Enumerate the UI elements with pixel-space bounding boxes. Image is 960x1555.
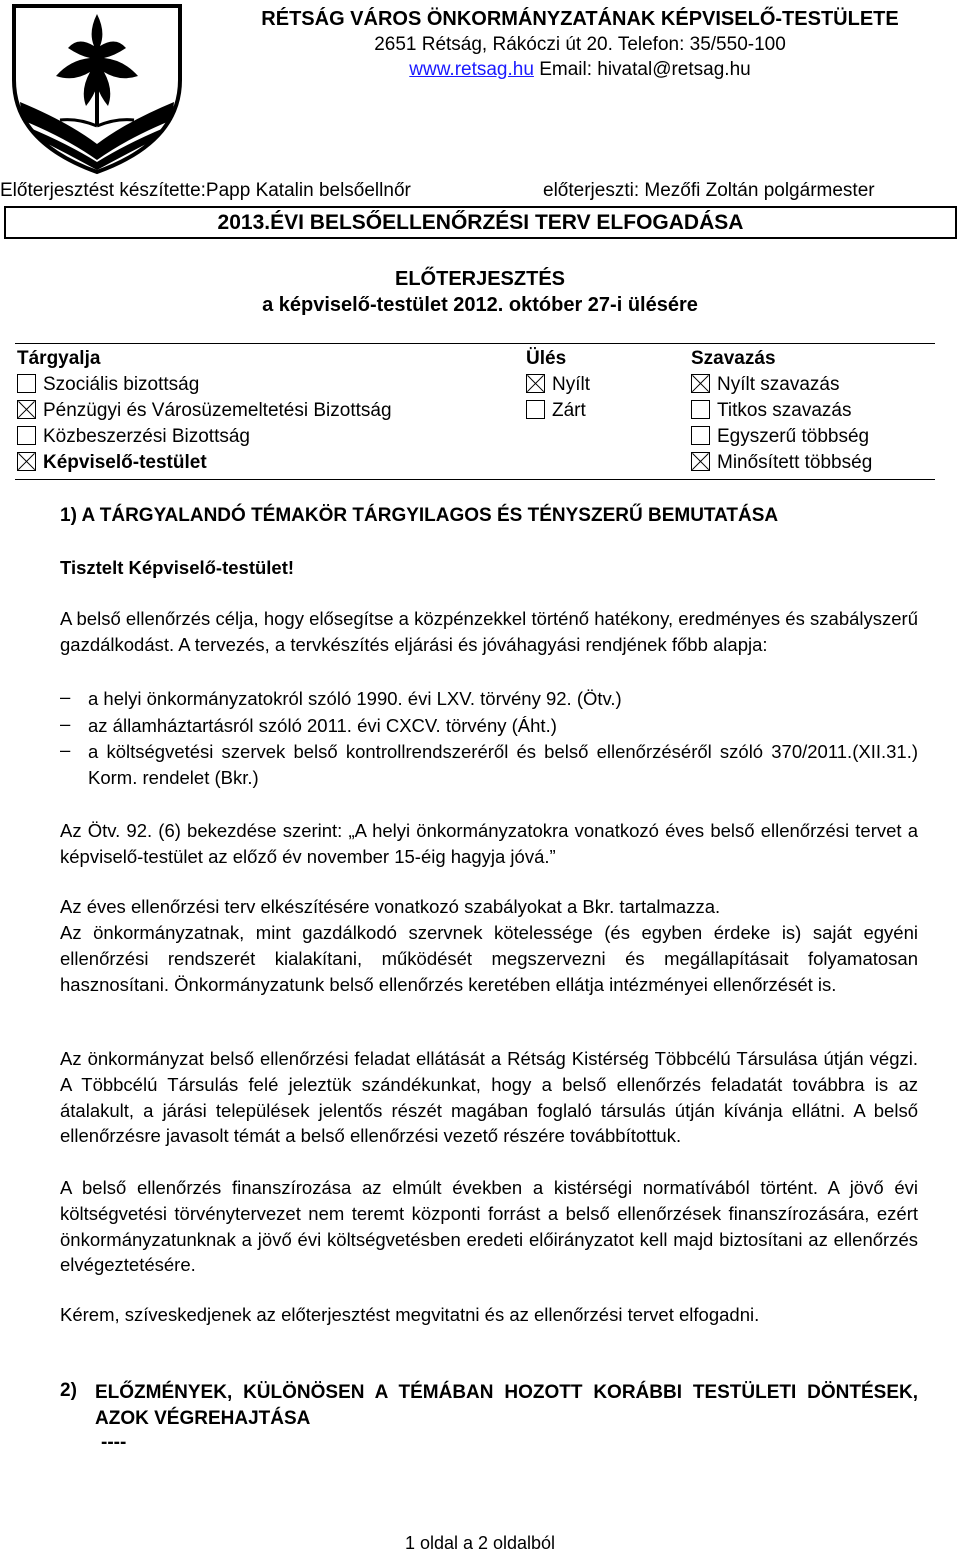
section2-content: ---- <box>101 1432 127 1453</box>
section1-heading: 1) A TÁRGYALANDÓ TÉMAKÖR TÁRGYILAGOS ÉS TÉNYSZERŰ BEMUTATÁSA <box>60 505 779 526</box>
vote-option[interactable]: Egyszerű többség <box>691 426 869 448</box>
list-dash: – <box>60 686 71 707</box>
checkbox-checked[interactable] <box>691 374 710 393</box>
vote-option[interactable]: Nyílt szavazás <box>691 374 839 396</box>
law-item: a helyi önkormányzatokról szóló 1990. évi LXV. törvény 92. (Ötv.) <box>88 688 622 709</box>
discussed-option[interactable]: Szociális bizottság <box>17 374 199 396</box>
meeting-line: a képviselő-testület 2012. október 27-i ülésére <box>262 294 698 316</box>
section2-heading: ELŐZMÉNYEK, KÜLÖNÖSEN A TÉMÁBAN HOZOTT KORÁBBI TESTÜLETI DÖNTÉSEK, AZOK VÉGREHAJTÁSA <box>95 1382 918 1429</box>
list-dash: – <box>60 739 71 760</box>
financing-paragraph: A belső ellenőrzés finanszírozása az elmúlt években a kistérségi normatívából történt. A jövő évi költségvetési törvénytervezet nem teremt központi forrást a belső ellenőrzések finanszírozására, ezért önkormányzatunknak a jövő évi költségvetésben eredeti előirányzatot kell majd biztosítani az ellenőrzés elvégeztetésére. <box>60 1177 918 1276</box>
salutation: Tisztelt Képviselő-testület! <box>60 557 295 578</box>
email-text: Email: hivatal@retsag.hu <box>539 59 751 80</box>
proposal-label: ELŐTERJESZTÉS <box>394 268 566 290</box>
discussed-option[interactable]: Közbeszerzési Bizottság <box>17 426 250 448</box>
checkbox[interactable] <box>691 400 710 419</box>
intro-paragraph: A belső ellenőrzés célja, hogy elősegítse a közpénzekkel történő hatékony, eredményes és szabályszerű gazdálkodást. A tervezés, a tervkészítés eljárási és jóváhagyási rendjének főbb alapja: <box>60 608 918 655</box>
col-vote-header: Szavazás <box>691 348 776 369</box>
otv-quote-paragraph: Az Ötv. 92. (6) bekezdése szerint: „A helyi önkormányzatokra vonatkozó éves belső ellenőrzési tervet a képviselő-testület az előző év november 15-éig hagyja jóvá.” <box>60 820 918 867</box>
session-option[interactable]: Zárt <box>526 400 586 422</box>
discussed-option[interactable]: Képviselő-testület <box>17 452 207 474</box>
discussed-option[interactable]: Pénzügyi és Városüzemeltetési Bizottság <box>17 400 392 422</box>
list-dash: – <box>60 713 71 734</box>
coat-of-arms-logo <box>8 2 186 176</box>
checkbox-checked[interactable] <box>691 452 710 471</box>
document-title: 2013.ÉVI BELSŐELLENŐRZÉSI TERV ELFOGADÁSA <box>4 206 957 239</box>
preparer-line: Előterjesztést készítette:Papp Katalin belsőellnőr <box>0 180 411 201</box>
checkbox-checked[interactable] <box>526 374 545 393</box>
website-link[interactable]: www.retsag.hu <box>409 59 534 80</box>
vote-option[interactable]: Minősített többség <box>691 452 872 474</box>
council-address: 2651 Rétság, Rákóczi út 20. Telefon: 35/550-100 <box>374 34 786 55</box>
col-discussed-header: Tárgyalja <box>17 348 101 369</box>
checkbox-checked[interactable] <box>17 400 36 419</box>
checkbox[interactable] <box>17 374 36 393</box>
checkbox[interactable] <box>17 426 36 445</box>
law-item: az államháztartásról szóló 2011. évi CXCV. törvény (Áht.) <box>88 715 557 736</box>
col-session-header: Ülés <box>526 348 567 369</box>
association-paragraph: Az önkormányzat belső ellenőrzési feladat ellátását a Rétság Kistérség Többcélú Társulása útján végzi. A Többcélú Társulás felé jeleztük szándékunkat, hogy a belső ellenőrzés feladatát továbbra is az átalakult, a járási települések jelentős részét magában foglaló társulás útján kívánja ellátni. A belső ellenőrzésre javasolt témát a belső ellenőrzési vezető részére továbbítottuk. <box>60 1048 918 1147</box>
page-footer: 1 oldal a 2 oldalból <box>404 1533 556 1553</box>
law-item: a költségvetési szervek belső kontrollrendszeréről és belső ellenőrzéséről szóló 370/2011.(XII.31.) Korm. rendelet (Bkr.) <box>88 741 918 788</box>
council-name: RÉTSÁG VÁROS ÖNKORMÁNYZATÁNAK KÉPVISELŐ-TESTÜLETE <box>261 8 899 30</box>
contact-line <box>200 59 960 81</box>
session-option[interactable]: Nyílt <box>526 374 590 396</box>
vote-option[interactable]: Titkos szavazás <box>691 400 851 422</box>
checkbox[interactable] <box>691 426 710 445</box>
obligation-paragraph: Az önkormányzatnak, mint gazdálkodó szervnek kötelessége (és egyben érdeke is) saját egyéni ellenőrzési rendszerét kialakítani, működését megszervezni és megállapításait folyamatosan hasznosítani. Önkormányzatunk belső ellenőrzés keretében ellátja intézményei ellenőrzését is. <box>60 922 918 995</box>
section2-number: 2) <box>60 1380 77 1401</box>
bkr-rules-paragraph: Az éves ellenőrzési terv elkészítésére vonatkozó szabályokat a Bkr. tartalmazza. <box>60 896 721 917</box>
checkbox[interactable] <box>526 400 545 419</box>
request-paragraph: Kérem, szíveskedjenek az előterjesztést megvitatni és az ellenőrzési tervet elfogadni. <box>60 1304 760 1325</box>
checkbox-checked[interactable] <box>17 452 36 471</box>
presenter-line: előterjeszti: Mezőfi Zoltán polgármester <box>543 180 875 201</box>
